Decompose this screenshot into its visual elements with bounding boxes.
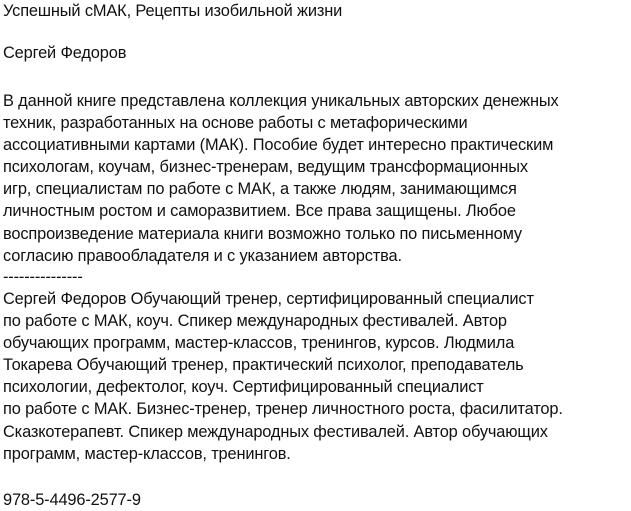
description-line: игр, специалистам по работе с МАК, а также людям, занимающимся: [3, 180, 517, 199]
bio-line: обучающих программ, мастер-классов, тренингов, курсов. Людмила: [3, 334, 515, 353]
description-line: согласию правообладателя и с указанием авторства.: [3, 246, 402, 265]
bio-line: Сказкотерапевт. Спикер международных фестивалей. Автор обучающих: [3, 422, 548, 441]
book-author: Сергей Федоров: [3, 44, 127, 62]
description-line: В данной книге представлена коллекция уникальных авторских денежных: [3, 92, 559, 110]
bio-line: психологии, дефектолог, коуч. Сертифицированный специалист: [3, 378, 484, 397]
description-line: ассоциативными картами (МАК). Пособие будет интересно практическим: [3, 136, 554, 155]
bio-line: по работе с МАК, коуч. Спикер международных фестивалей. Автор: [3, 312, 507, 331]
description-line: воспроизведение материала книги возможно только по письменному: [3, 224, 522, 243]
separator-line: ---------------: [3, 268, 83, 286]
bio-line: программ, мастер-классов, тренингов.: [3, 444, 291, 463]
bio-line: Токарева Обучающий тренер, практический психолог, преподаватель: [3, 356, 524, 375]
book-title: Успешный сМАК, Рецепты изобильной жизни: [3, 2, 343, 20]
description-line: личностным ростом и саморазвитием. Все права защищены. Любое: [3, 202, 516, 221]
book-description: [3, 90, 559, 267]
description-line: техник, разработанных на основе работы с метафорическими: [3, 114, 468, 133]
bio-line: по работе с МАК. Бизнес-тренер, тренер личностного роста, фасилитатор.: [3, 400, 563, 419]
bio-line: Сергей Федоров Обучающий тренер, сертифицированный специалист: [3, 290, 534, 308]
description-line: психологам, коучам, бизнес-тренерам, ведущим трансформационных: [3, 158, 528, 177]
isbn: 978-5-4496-2577-9: [3, 491, 141, 509]
author-bios: [3, 288, 563, 465]
